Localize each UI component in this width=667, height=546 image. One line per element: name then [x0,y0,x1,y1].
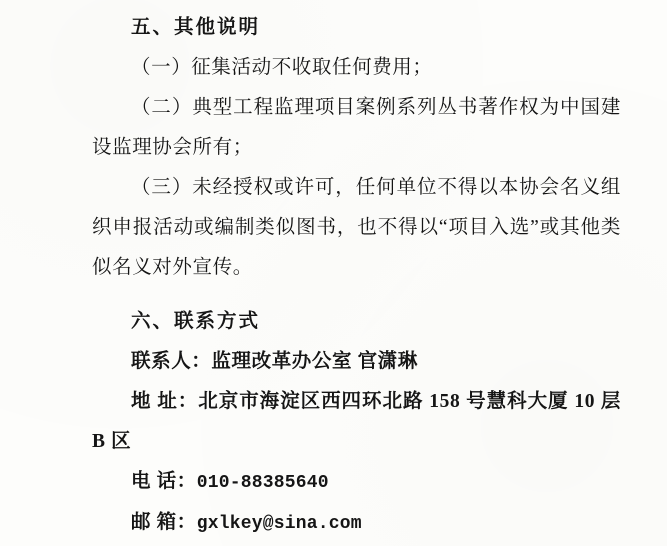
contact-email-line [92,503,621,544]
contact-email-label: 邮 箱： [131,512,197,533]
contact-phone-label: 电 话： [131,471,197,492]
section-5-paragraph-1: （一）征集活动不收取任何费用； [131,57,433,78]
contact-person-line [92,342,621,382]
contact-address-line [92,382,621,462]
section-heading-6: 六、联系方式 [131,311,261,332]
section-5-paragraph-3: （三）未经授权或许可，任何单位不得以本协会名义组织申报活动或编制类似图书，也不得以“项目入选”或其他类似名义对外宣传。 [92,177,621,278]
section-heading-5: 五、其他说明 [131,17,261,38]
contact-person-label: 联系人： [131,351,212,372]
section-5-paragraph-2: （二）典型工程监理项目案例系列丛书著作权为中国建设监理协会所有； [92,97,621,158]
contact-address-value: 北京市海淀区西四环北路 158 号慧科大厦 10 层 B 区 [92,391,621,452]
contact-phone-line [92,462,621,503]
contact-email-value: gxlkey@sina.com [196,514,362,534]
contact-phone-value: 010-88385640 [196,473,329,493]
contact-address-label: 地 址： [131,391,199,412]
contact-person-value: 监理改革办公室 官潇琳 [211,351,418,372]
